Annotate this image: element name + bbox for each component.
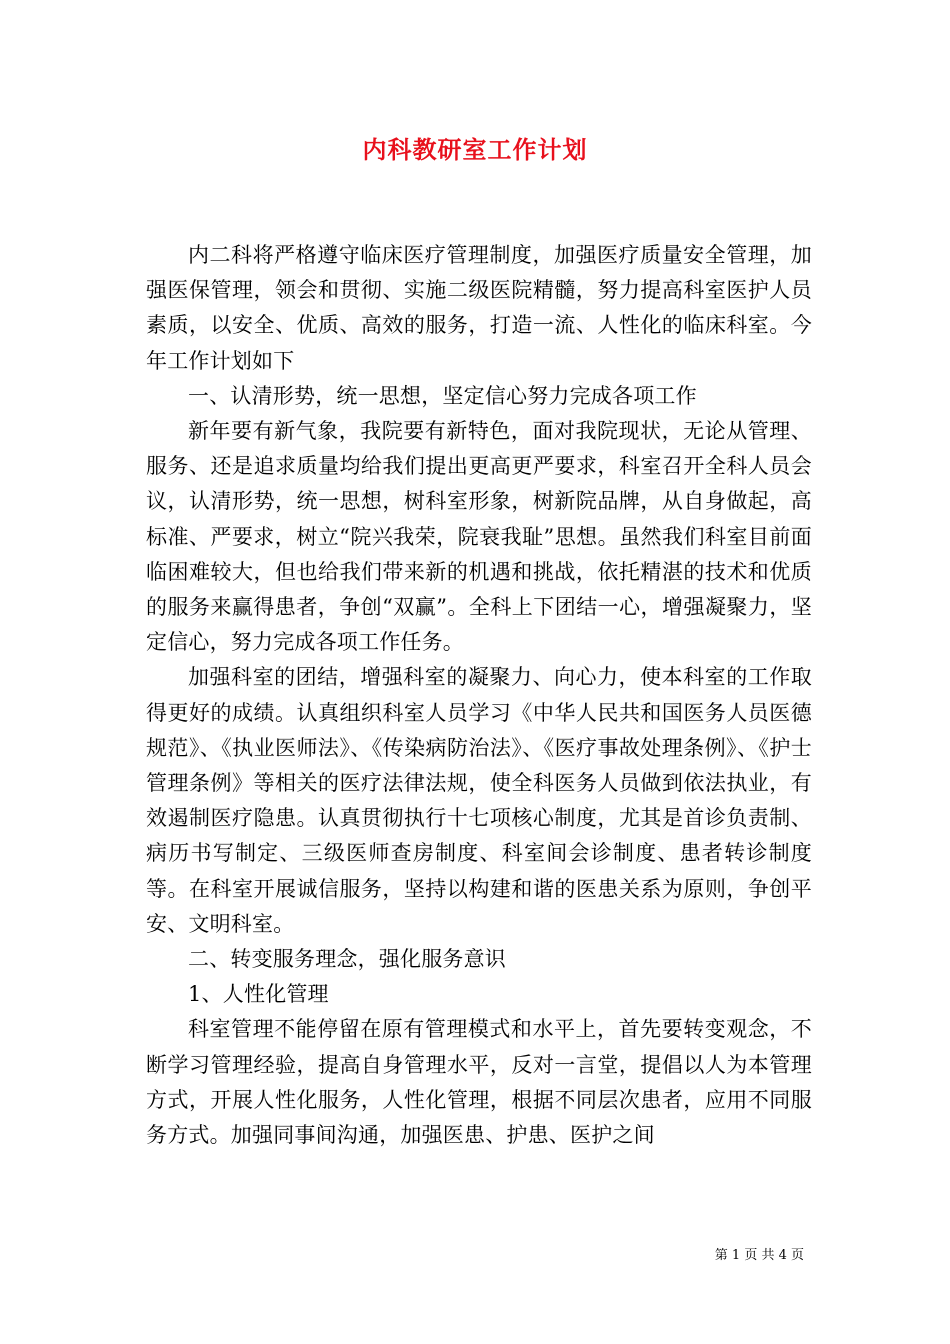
section-heading-2: 二、转变服务理念，强化服务意识 (188, 947, 506, 972)
paragraph-new-year: 新年要有新气象，我院要有新特色，面对我院现状，无论从管理、服务、还是追求质量均给我们提出更高更严要求，科室召开全科人员会议，认清形势，统一思想，树科室形象，树新院品牌，从自身做起，高标准、严要求，树立“院兴我荣，院衰我耻”思想。虽然我们科室目前面临困难较大，但也给我们带来新的机遇和挑战，依托精湛的技术和优质的服务来赢得患者，争创“双赢”。全科上下团结一心，增强凝聚力，坚定信心，努力完成各项工作任务。 (146, 419, 812, 655)
page-number: 第 1 页 共 4 页 (714, 1248, 804, 1263)
document-title: 内科教研室工作计划 (362, 135, 588, 164)
paragraph-management: 科室管理不能停留在原有管理模式和水平上，首先要转变观念，不断学习管理经验，提高自身管理水平，反对一言堂，提倡以人为本管理方式，开展人性化服务，人性化管理，根据不同层次患者，应用不同服务方式。加强同事间沟通，加强医患、护患、医护之间 (146, 1017, 812, 1148)
paragraph-unity: 加强科室的团结，增强科室的凝聚力、向心力，使本科室的工作取得更好的成绩。认真组织科室人员学习《中华人民共和国医务人员医德规范》、《执业医师法》、《传染病防治法》、《医疗事故处理条例》、《护士管理条例》等相关的医疗法律法规，使全科医务人员做到依法执业，有效遏制医疗隐患。认真贯彻执行十七项核心制度，尤其是首诊负责制、病历书写制定、三级医师查房制度、科室间会诊制度、患者转诊制度等。在科室开展诚信服务，坚持以构建和谐的医患关系为原则，争创平安、文明科室。 (146, 665, 812, 936)
subsection-heading-1: 1、人性化管理 (188, 982, 329, 1007)
document-body (146, 238, 812, 1153)
paragraph-intro: 内二科将严格遵守临床医疗管理制度，加强医疗质量安全管理，加强医保管理，领会和贯彻、实施二级医院精髓，努力提高科室医护人员素质，以安全、优质、高效的服务，打造一流、人性化的临床科室。今年工作计划如下 (146, 243, 812, 373)
section-heading-1: 一、认清形势，统一思想，坚定信心努力完成各项工作 (188, 383, 697, 408)
